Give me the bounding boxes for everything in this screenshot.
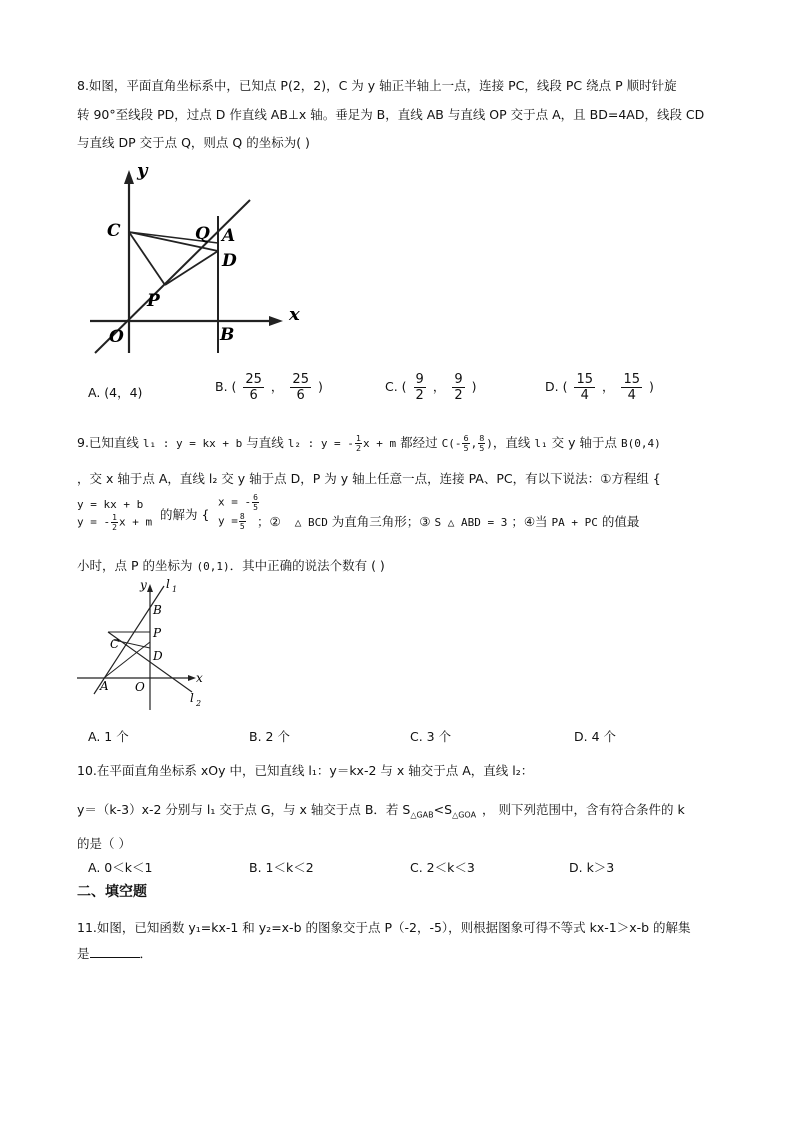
q8-text-line3: 与直线 DP 交于点 Q，则点 Q 的坐标为( ) <box>77 135 310 150</box>
q8-option-B-frac1-num: 25 <box>245 372 262 387</box>
q8-option-C-frac2-num: 9 <box>454 372 463 387</box>
q8-option-C-frac1 <box>414 372 426 403</box>
q8-option-B[interactable] <box>215 372 323 403</box>
q9-c-y <box>478 434 485 453</box>
q9-sys2-frac-den: 2 <box>112 523 117 532</box>
q8-option-A[interactable]: A. (4，4) <box>88 385 143 400</box>
q8-option-C-frac1-num: 9 <box>415 372 424 387</box>
q9-l1-e: x + m <box>363 437 397 450</box>
q9-sol2-frac-den: 5 <box>239 522 245 531</box>
q8-figure <box>85 158 310 358</box>
q8-option-C-frac2-den: 2 <box>454 388 463 403</box>
q11-line2a: 是 <box>77 946 90 961</box>
q9-sol2-text: y = <box>218 514 238 528</box>
q9-l1-b: l₁ : y = kx + b <box>142 437 243 450</box>
q8-option-B-frac1-den: 6 <box>249 388 258 403</box>
q9-l1-half-num: 1 <box>355 434 362 443</box>
q9-option-B[interactable]: B. 2 个 <box>249 729 290 744</box>
q9-label-l2: l <box>190 691 194 705</box>
q8-label-D: D <box>222 251 237 271</box>
q8-option-C[interactable] <box>385 372 476 403</box>
q9-label-l2-sub: 2 <box>196 699 202 708</box>
q9-l1-half-den: 2 <box>355 444 362 453</box>
q8-option-B-sep: ， <box>270 379 284 394</box>
q8-option-D-frac1 <box>574 372 595 403</box>
q9-l4b: (0,1) <box>196 560 230 573</box>
q9-s4: ；④当 <box>511 514 552 529</box>
q9-s3: S △ ABD = 3 <box>434 516 508 529</box>
q8-option-B-frac2-den: 6 <box>296 388 305 403</box>
q11-text-line1: 11.如图，已知函数 y₁=kx-1 和 y₂=x-b 的图象交于点 P（-2，-5），则根据图象可得不等式 kx-1＞x-b 的解集 <box>77 920 691 935</box>
q9-l1-c: 与直线 <box>242 435 288 450</box>
q8-label-C: C <box>107 221 121 241</box>
q8-label-y: y <box>137 160 148 181</box>
q9-label-D: D <box>153 649 163 663</box>
q9-l1-l: B(0,4) <box>620 437 661 450</box>
q9-label-O: O <box>135 680 145 694</box>
q8-option-D[interactable] <box>545 372 654 403</box>
q9-c-x-num: 6 <box>463 434 469 443</box>
q9-label-A: A <box>100 679 109 693</box>
q8-option-D-suffix: ) <box>649 379 654 394</box>
q9-sys1: y = kx + b <box>77 498 144 511</box>
q9-x-arrow <box>188 675 196 681</box>
q9-sol1-frac-den: 5 <box>253 503 258 512</box>
q8-option-D-prefix: D. ( <box>545 379 568 394</box>
q9-sol2-frac-num: 8 <box>239 512 245 521</box>
q10-option-A[interactable]: A. 0＜k＜1 <box>88 860 153 875</box>
q9-text-line2: ，交 x 轴于点 A，直线 l₂ 交 y 轴于点 D，P 为 y 轴上任意一点，连接 PA、PC，有以下说法：①方程组 { <box>77 471 661 486</box>
q9-sol2-frac <box>239 512 246 531</box>
q9-sol1-text: x = - <box>218 495 252 509</box>
q8-label-P: P <box>147 291 160 311</box>
q8-label-B: B <box>220 325 235 345</box>
q8-option-C-sep: ， <box>432 379 446 394</box>
q9-l4a: 小时，点 P 的坐标为 <box>77 558 197 573</box>
q9-system <box>77 497 152 532</box>
q9-label-l1-sub: 1 <box>172 585 178 594</box>
q9-label-y: y <box>140 578 147 592</box>
q9-text-line1: 9.已知直线 l₁ : y = kx + b 与直线 l₂ : y = - $\frac{1}{2}$ x + m 都经过 C(- $\frac{6}{5}$ , $\frac{8}{5}$ )，直线 l₁ 交 y 轴于点 B(0,4) <box>77 434 661 453</box>
q10-option-D[interactable]: D. k＞3 <box>569 860 615 875</box>
q9-sys2-frac-num: 1 <box>112 513 117 522</box>
q8-option-B-frac2 <box>290 372 311 403</box>
q9-label-P: P <box>153 626 162 640</box>
q8-text-line1: 8.如图，平面直角坐标系中，已知点 P(2，2)，C 为 y 轴正半轴上一点，连接 PC，线段 PC 绕点 P 顺时针旋 <box>77 78 677 93</box>
q10-text-line3: 的是（ ） <box>77 836 131 851</box>
q10-lt: <S <box>433 802 453 817</box>
q9-c-x <box>462 434 469 453</box>
q9-s4c: 的值最 <box>597 514 640 529</box>
q9-l1-d: l₂ : y = - <box>287 437 354 450</box>
q9-statements <box>257 512 639 530</box>
q9-label-B: B <box>153 603 162 617</box>
q8-option-B-suffix: ) <box>317 379 323 394</box>
q8-option-B-frac2-num: 25 <box>292 372 309 387</box>
q9-sol1 <box>218 493 260 512</box>
q8-label-Q: Q <box>195 224 210 244</box>
q8-option-C-frac2 <box>452 372 464 403</box>
q9-l1-f: 都经过 <box>396 435 442 450</box>
q8-option-D-frac2-den: 4 <box>627 388 636 403</box>
q8-segment-PD <box>165 251 218 285</box>
q9-figure <box>72 578 222 713</box>
q8-option-D-frac1-den: 4 <box>580 388 589 403</box>
q10-sub1: △GAB <box>410 810 434 820</box>
q8-y-arrow <box>124 170 134 184</box>
q9-l1-i: ，直线 <box>492 435 535 450</box>
q8-option-C-prefix: C. ( <box>385 379 407 394</box>
q9-option-D[interactable]: D. 4 个 <box>574 729 616 744</box>
q9-sol1-frac-num: 6 <box>253 493 258 502</box>
q10-text-line2 <box>77 800 685 820</box>
q9-s4b: PA + PC <box>551 516 598 529</box>
q11-line2b: ． <box>139 946 153 961</box>
q8-option-D-frac1-num: 15 <box>576 372 593 387</box>
q8-option-B-prefix: B. ( <box>215 379 237 394</box>
q11-answer-blank[interactable] <box>90 945 140 958</box>
q10-text-line1: 10.在平面直角坐标系 xOy 中，已知直线 l₁：y＝kx-2 与 x 轴交于点 A，直线 l₂： <box>77 763 534 778</box>
q9-c-x-den: 5 <box>463 444 469 453</box>
q9-l4c: ．其中正确的说法个数有 ( ) <box>229 558 385 573</box>
q10-sub2: △GOA <box>452 810 477 820</box>
q9-sol1-frac <box>252 493 259 512</box>
q8-option-C-frac1-den: 2 <box>415 388 424 403</box>
q9-y-arrow <box>147 584 153 592</box>
q10-line2b: ， 则下列范围中，含有符合条件的 k <box>482 802 685 817</box>
q8-segment-CP <box>129 232 165 285</box>
q8-x-arrow <box>269 316 283 326</box>
q9-c-y-num: 8 <box>479 434 485 443</box>
q9-c-y-den: 5 <box>479 444 485 453</box>
q9-sys2b: x + m <box>118 515 153 529</box>
q9-label-C: C <box>110 637 120 651</box>
q8-option-D-frac2 <box>621 372 642 403</box>
q9-s2c: 为直角三角形；③ <box>327 514 435 529</box>
q9-sys-mid: 的解为 { <box>160 507 210 522</box>
q9-solution <box>218 493 260 531</box>
q8-text-line2: 转 90°至线段 PD，过点 D 作直线 AB⊥x 轴。垂足为 B，直线 AB 与直线 OP 交于点 A，且 BD=4AD，线段 CD <box>77 107 705 122</box>
q9-l1-k: 交 y 轴于点 <box>547 435 621 450</box>
section-heading-fill-in: 二、填空题 <box>77 884 147 900</box>
q8-label-x: x <box>289 304 300 325</box>
q9-text-line4 <box>77 556 385 574</box>
q9-l1-g: C(- <box>441 437 462 450</box>
q9-label-x: x <box>196 671 203 685</box>
q9-sys2a: y = - <box>77 515 111 529</box>
q9-l1-h: ) <box>486 437 493 450</box>
q10-line2a: y＝（k-3）x-2 分别与 l₁ 交于点 G，与 x 轴交于点 B．若 S <box>77 802 411 817</box>
q9-label-l1: l <box>166 578 170 591</box>
q9-l1-half <box>355 434 362 453</box>
q8-label-A: A <box>222 226 236 246</box>
q10-option-C[interactable]: C. 2＜k＜3 <box>410 860 475 875</box>
q9-l1-a: 9.已知直线 <box>77 435 143 450</box>
q9-option-A[interactable]: A. 1 个 <box>88 729 129 744</box>
q9-sys2-frac <box>111 513 118 532</box>
q9-sol2 <box>218 512 260 531</box>
q8-option-C-suffix: ) <box>471 379 477 394</box>
q10-option-B[interactable]: B. 1＜k＜2 <box>249 860 314 875</box>
q9-sys2 <box>77 513 152 532</box>
q9-l1-j: l₁ <box>534 437 548 450</box>
q9-s2b: △ BCD <box>294 516 328 529</box>
q8-label-O: O <box>109 327 124 347</box>
q11-text-line2 <box>77 944 152 962</box>
q8-option-B-frac1 <box>243 372 264 403</box>
q8-option-D-frac2-num: 15 <box>623 372 641 387</box>
q9-option-C[interactable]: C. 3 个 <box>410 729 452 744</box>
q8-option-D-sep: ， <box>601 379 615 394</box>
q9-segment-CD <box>114 640 150 648</box>
q9-s2: ；② <box>257 514 281 529</box>
